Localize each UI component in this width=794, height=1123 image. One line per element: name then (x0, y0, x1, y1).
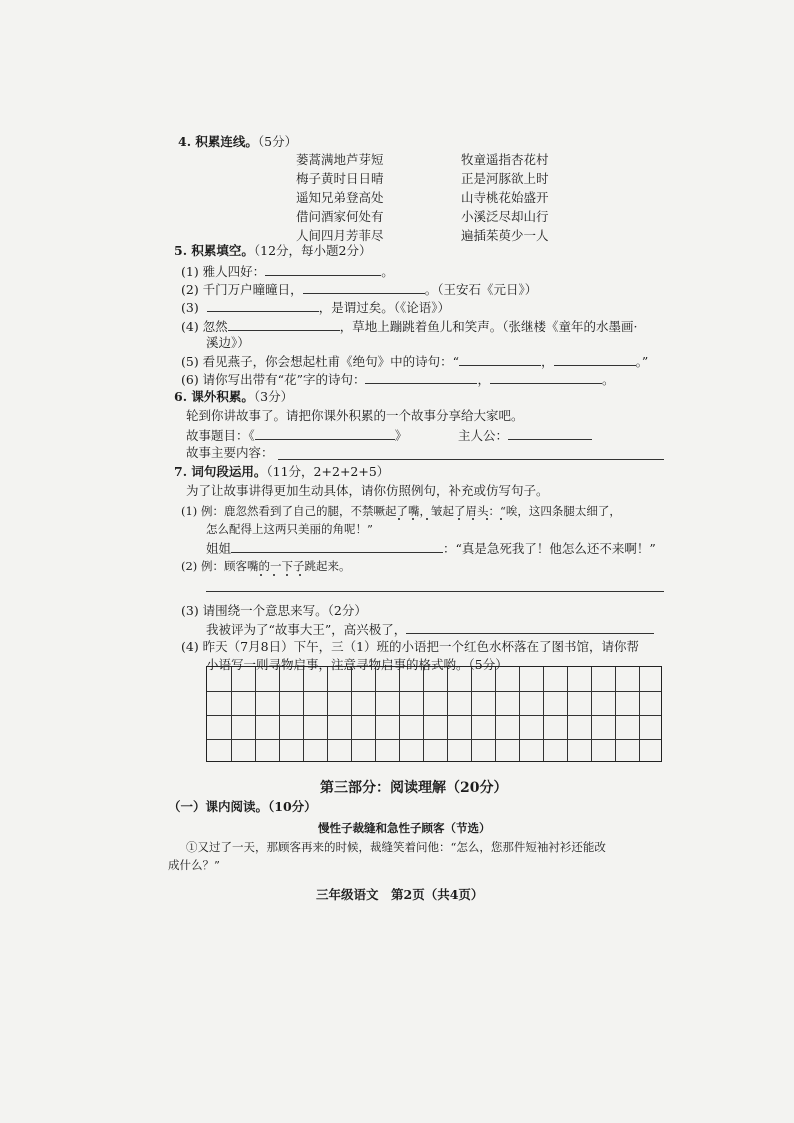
grid-line (207, 691, 661, 692)
q5-title: 5. 积累填空。 (174, 243, 254, 258)
q5-item-6-mid: ， (477, 372, 490, 387)
writing-grid[interactable] (206, 666, 662, 762)
q7-example-3-prefix: 我被评为了“故事大王”，高兴极了， (206, 622, 407, 637)
q5-item-6-suffix: 。 (601, 372, 615, 387)
grid-line (207, 739, 661, 740)
q5-item-3-prefix: (3) (181, 300, 199, 315)
q4-right-4[interactable]: 小溪泛尽却山行 (461, 209, 549, 224)
grid-line (303, 667, 304, 761)
q7-blank-1[interactable] (231, 540, 443, 553)
q5-item-3 (181, 299, 450, 316)
q5-item-1-prefix: (1) 雅人四好： (181, 264, 266, 279)
q5-score: （12分，每小题2分） (253, 243, 372, 258)
q7-blank-3[interactable] (406, 621, 654, 634)
q5-item-5 (181, 353, 648, 370)
q4-right-5[interactable]: 遍插茱萸少一人 (461, 228, 549, 243)
grid-line (327, 667, 328, 761)
q5-blank-5a[interactable] (459, 353, 541, 366)
q6-intro: 轮到你讲故事了。请把你课外积累的一个故事分享给大家吧。 (186, 408, 524, 423)
grid-line (399, 667, 400, 761)
grid-line (279, 667, 280, 761)
grid-line (255, 667, 256, 761)
grid-line (567, 667, 568, 761)
q6-content-label: 故事主要内容： (186, 445, 274, 460)
q4-left-1[interactable]: 蒌蒿满地芦芽短 (296, 152, 384, 167)
q7-intro: 为了让故事讲得更加生动具体，请你仿照例句，补充或仿写句子。 (186, 483, 549, 498)
q6-protagonist (458, 427, 592, 444)
q5-item-3-suffix: ，是谓过矣。（《论语》） (318, 300, 450, 315)
q7-answer-1-prefix: 姐姐 (206, 541, 232, 556)
passage-paragraph-1: ①又过了一天，那顾客再来的时候，裁缝笑着问他：“怎么，您那件短袖衬衫还能改 (186, 840, 606, 854)
emphasis-dot (458, 518, 460, 520)
grid-line (423, 667, 424, 761)
emphasis-dot (426, 518, 428, 520)
grid-line (231, 667, 232, 761)
q6-score: （3分） (253, 389, 294, 404)
emphasis-dot (486, 518, 488, 520)
q5-item-4-suffix: ，草地上蹦跳着鱼儿和笑声。（张继楼《童年的水墨画· (339, 319, 638, 334)
q4-left-4[interactable]: 借问酒家何处有 (296, 209, 384, 224)
passage-paragraph-1-cont: 成什么？” (168, 858, 220, 872)
q7-title: 7. 词句段运用。 (174, 464, 267, 479)
q7-answer-1-suffix: ：“真是急死我了！他怎么还不来啊！” (443, 541, 656, 556)
q7-example-1: (1) 例：鹿忽然看到了自己的腿，不禁噘起了嘴，皱起了眉头：“唉，这四条腿太细了， (181, 504, 621, 518)
q6-content-line[interactable] (278, 459, 664, 460)
emphasis-dot (286, 574, 288, 576)
q5-blank-4[interactable] (228, 318, 340, 331)
q4-heading (178, 134, 297, 150)
q6-story-title-blank[interactable] (255, 427, 395, 440)
grid-line (447, 667, 448, 761)
q6-story-title-end: 》 (394, 428, 408, 443)
grid-line (615, 667, 616, 761)
q5-item-6-prefix: (6) 请你写出带有“花”字的诗句： (181, 372, 366, 387)
q7-example-2: (2) 例：顾客嘴的一下子跳起来。 (181, 559, 351, 573)
emphasis-dot (472, 518, 474, 520)
passage-title: 慢性子裁缝和急性子顾客（节选） (318, 821, 491, 835)
grid-line (207, 715, 661, 716)
q5-blank-6a[interactable] (365, 371, 477, 384)
emphasis-dot (398, 518, 400, 520)
q5-item-5-mid: ， (541, 354, 554, 369)
q7-example-3: (3) 请围绕一个意思来写。（2分） (181, 603, 367, 618)
part3-subheading: （一）课内阅读。（10分） (168, 799, 317, 814)
grid-line (639, 667, 640, 761)
q7-answer-2-line[interactable] (206, 591, 664, 592)
q5-blank-5b[interactable] (554, 353, 636, 366)
part3-heading: 第三部分：阅读理解（20分） (320, 780, 508, 796)
q6-protagonist-label: 主人公： (458, 428, 509, 443)
q6-protagonist-blank[interactable] (508, 427, 592, 440)
q5-item-1-suffix: 。 (381, 264, 394, 279)
page-footer: 三年级语文 第2页（共4页） (316, 887, 484, 902)
q5-blank-3[interactable] (207, 299, 319, 312)
emphasis-dot (500, 518, 502, 520)
q7-example-3-line (206, 621, 654, 638)
q4-title: 4. 积累连线。 (178, 134, 258, 149)
emphasis-dot (412, 518, 414, 520)
grid-line (495, 667, 496, 761)
emphasis-dot (299, 574, 301, 576)
q5-blank-2[interactable] (303, 281, 425, 294)
q5-item-6 (181, 371, 615, 388)
q5-item-4 (181, 318, 637, 335)
q5-item-1 (181, 263, 394, 280)
q5-item-4-cont: 溪边》） (206, 335, 250, 350)
emphasis-dot (273, 574, 275, 576)
q6-story-title (186, 427, 407, 444)
q7-score: （11分，2+2+2+5） (266, 464, 390, 479)
q7-heading (174, 464, 389, 480)
q5-item-2 (181, 281, 537, 298)
q4-left-2[interactable]: 梅子黄时日日晴 (296, 171, 384, 186)
grid-line (591, 667, 592, 761)
q5-blank-1[interactable] (265, 263, 381, 276)
q5-heading (174, 243, 372, 259)
grid-line (519, 667, 520, 761)
grid-line (375, 667, 376, 761)
q4-right-1[interactable]: 牧童遥指杏花村 (461, 152, 549, 167)
grid-line (351, 667, 352, 761)
q5-item-5-suffix: 。” (635, 354, 649, 369)
q6-story-title-label: 故事题目：《 (186, 428, 255, 443)
q4-left-3[interactable]: 遥知兄弟登高处 (296, 190, 384, 205)
q4-score: （5分） (257, 134, 298, 149)
q7-example-4-cont: 小语写一则寻物启事，注意寻物启事的格式哟。（5分） (206, 657, 508, 672)
grid-line (543, 667, 544, 761)
q7-answer-1 (206, 540, 656, 557)
q5-item-5-prefix: (5) 看见燕子，你会想起杜甫《绝句》中的诗句：“ (181, 354, 460, 369)
q7-example-1-cont: 怎么配得上这两只美丽的角呢！” (206, 522, 373, 536)
q5-blank-6b[interactable] (490, 371, 602, 384)
q7-example-4: (4) 昨天（7月8日）下午，三（1）班的小语把一个红色水杯落在了图书馆，请你帮 (181, 639, 640, 654)
q5-item-2-suffix: 。（王安石《元日》） (424, 282, 538, 297)
q4-right-3[interactable]: 山寺桃花始盛开 (461, 190, 549, 205)
q4-right-2[interactable]: 正是河豚欲上时 (461, 171, 549, 186)
emphasis-dot (260, 574, 262, 576)
q6-heading (174, 389, 293, 405)
q5-item-2-prefix: (2) 千门万户曈曈日， (181, 282, 303, 297)
q4-left-5[interactable]: 人间四月芳菲尽 (296, 228, 384, 243)
q5-item-4-prefix: (4) 忽然 (181, 319, 228, 334)
grid-line (471, 667, 472, 761)
q6-title: 6. 课外积累。 (174, 389, 254, 404)
